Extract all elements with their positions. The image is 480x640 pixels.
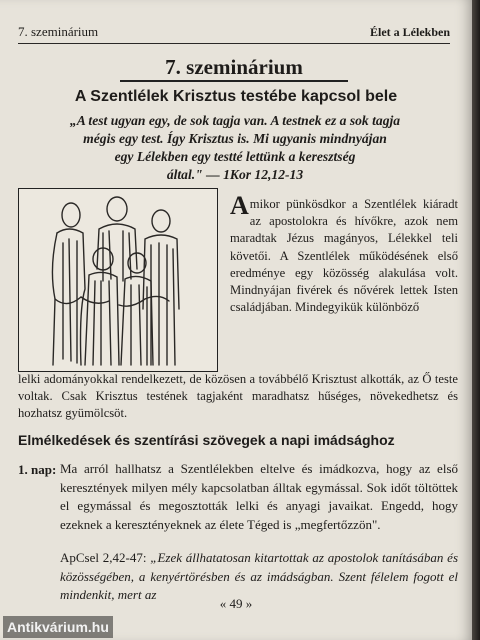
intro-paragraph xyxy=(230,191,458,316)
section-heading: Elmélkedések és szentírási szövegek a napi imádsághoz xyxy=(18,432,395,448)
title-underline xyxy=(120,80,348,82)
running-header xyxy=(18,23,450,44)
intro-text: mikor pünkösdkor a Szentlélek kiáradt az apostolokra és hívőkre, azok nem maradtak Jézus magányos, Lélekkel teli követői. A Szentlélek működésének első eredménye egy közösség alakulása volt. Mindnyájan fivérek és nővérek lettek Isten családjában. Mindegyikük különböző xyxy=(230,197,458,315)
day-text: Ma arról hallhatsz a Szentlélekben eltelve és imádkozva, hogy az első keresztények milyen mély kapcsolatban álltak egymással. Sok időt töltöttek el egymással és megosztották lelki és anyagi javaikat. Engedd, hogy ezeknek a keresztényeknek az élete Téged is „megfertőzzön". xyxy=(60,461,458,532)
header-right: Élet a Lélekben xyxy=(370,25,450,39)
page-edge-shadow xyxy=(472,0,480,640)
intro-paragraph-continued: lelki adományokkal rendelkezett, de közösen a továbbélő Krisztust alkották, az Ő teste voltak. Csak Krisztus testének tagjaként maradhatsz hűséges, növekedhetsz és hozhatsz gyümölcsöt. xyxy=(18,372,458,421)
header-left: 7. szeminárium xyxy=(18,24,99,39)
page-number: « 49 » xyxy=(219,596,253,611)
day-label: 1. nap: xyxy=(18,462,57,477)
quote-line: mégis egy test. Így Krisztus is. Mi ugyanis mindnyájan xyxy=(83,131,387,146)
quote-line: egy Lélekben egy testté lettünk a keresztség xyxy=(114,149,356,164)
drop-cap: A xyxy=(230,191,249,220)
page-title: 7. szeminárium xyxy=(165,55,303,79)
illustration-people-circle xyxy=(18,188,218,372)
watermark-logo: Antikvárium.hu xyxy=(3,616,113,638)
quote-line: által." — 1Kor 12,12-13 xyxy=(166,167,304,182)
scripture-quote xyxy=(20,112,450,184)
subtitle: A Szentlélek Krisztus testébe kapcsol bele xyxy=(74,88,398,105)
quote-line: „A test ugyan egy, de sok tagja van. A testnek ez a sok tagja xyxy=(69,113,401,128)
reference-label: ApCsel 2,42-47: xyxy=(60,550,147,565)
people-drawing-icon xyxy=(19,189,216,370)
reference-text: „Ezek állhatatosan kitartottak az apostolok tanításában és közösségében, a kenyértörésben és az imádságban. Szent félelem fogott el mindenkit, mert az xyxy=(60,550,459,602)
